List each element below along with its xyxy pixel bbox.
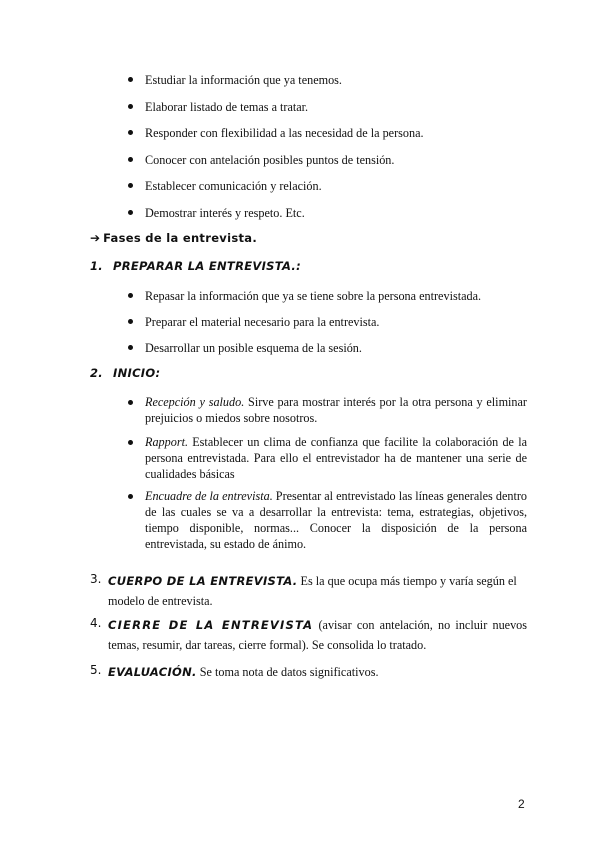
- bullet-icon: [128, 183, 133, 188]
- section-3-paragraph: [108, 571, 527, 611]
- section-number: 2.: [90, 366, 103, 380]
- section-text: Es la que ocupa más tiempo y varía según el modelo de entrevista.: [108, 574, 517, 608]
- item-lead: Encuadre de la entrevista.: [145, 489, 273, 503]
- list-item: Establecer comunicación y relación.: [145, 179, 322, 193]
- section-4-paragraph: [108, 615, 527, 655]
- item-text: Sirve para mostrar interés por la otra persona y eliminar prejuicios o miedos sobre nosotros.: [145, 395, 527, 425]
- list-item: Responder con flexibilidad a las necesidad de la persona.: [145, 126, 424, 140]
- list-item: Desarrollar un posible esquema de la sesión.: [145, 341, 362, 355]
- list-item: Repasar la información que ya se tiene sobre la persona entrevistada.: [145, 289, 482, 303]
- section-text: (avisar con antelación, no incluir nuevos temas, resumir, dar tareas, cierre formal). Se consolida lo tratado.: [108, 618, 527, 652]
- fases-heading: [90, 230, 257, 246]
- bullet-icon: [128, 130, 133, 135]
- bullet-icon: [128, 440, 133, 445]
- section-title: PREPARAR LA ENTREVISTA.:: [112, 259, 301, 273]
- section-title: CIERRE DE LA ENTREVISTA: [108, 618, 314, 632]
- list-item: [145, 488, 527, 552]
- section-number: 3.: [90, 572, 102, 586]
- bullet-icon: [128, 319, 133, 324]
- section-text: Se toma nota de datos significativos.: [196, 665, 379, 679]
- section-number: 1.: [90, 259, 103, 273]
- item-text: Establecer un clima de confianza que facilite la colaboración de la persona entrevistada. Para ello el entrevistador ha de mantener una serie de cualidades básicas: [145, 435, 527, 481]
- section-2-heading: [90, 365, 160, 381]
- bullet-icon: [128, 104, 133, 109]
- item-lead: Recepción y saludo.: [145, 395, 245, 409]
- bullet-icon: [128, 345, 133, 350]
- bullet-icon: [128, 157, 133, 162]
- section-title: INICIO:: [112, 366, 161, 380]
- list-item: Demostrar interés y respeto. Etc.: [145, 206, 305, 220]
- bullet-icon: [128, 77, 133, 82]
- arrow-right-icon: ➔: [90, 231, 101, 245]
- list-item: [145, 394, 527, 426]
- bullet-icon: [128, 293, 133, 298]
- bullet-icon: [128, 400, 133, 405]
- list-item: Estudiar la información que ya tenemos.: [145, 73, 342, 87]
- list-item: Preparar el material necesario para la entrevista.: [145, 315, 380, 329]
- section-number: 4.: [90, 616, 102, 630]
- list-item: [145, 434, 527, 482]
- item-text: Presentar al entrevistado las líneas generales dentro de las cuales se va a desarrollar la entrevista: tema, estrategias, objetivos, tiempo disponible, normas... Conocer la disposición de la persona entrevistada, su estado de ánimo.: [145, 489, 527, 551]
- list-item: Conocer con antelación posibles puntos de tensión.: [145, 153, 395, 167]
- section-number: 5.: [90, 663, 102, 677]
- page-number: 2: [518, 797, 525, 811]
- list-item: Elaborar listado de temas a tratar.: [145, 100, 309, 114]
- section-title: CUERPO DE LA ENTREVISTA.: [108, 574, 298, 588]
- section-5-paragraph: [108, 662, 527, 682]
- bullet-icon: [128, 494, 133, 499]
- item-lead: Rapport.: [145, 435, 188, 449]
- section-title: EVALUACIÓN.: [108, 665, 197, 679]
- bullet-icon: [128, 210, 133, 215]
- fases-title: Fases de la entrevista.: [103, 231, 258, 245]
- section-1-heading: [90, 258, 301, 274]
